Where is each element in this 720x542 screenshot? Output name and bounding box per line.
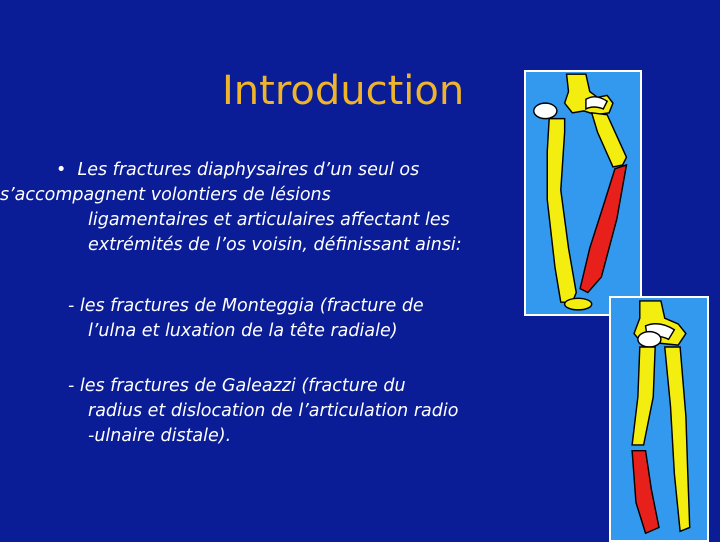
slide-body bbox=[0, 158, 526, 446]
trochlea bbox=[586, 97, 607, 109]
humerus-bone bbox=[565, 74, 613, 115]
carpal-bones bbox=[565, 298, 592, 310]
ulna-bone bbox=[547, 119, 576, 303]
galeazzi-line-2: radius et dislocation de l’articulation radio bbox=[88, 401, 459, 421]
paragraph-monteggia bbox=[68, 294, 538, 344]
monteggia-line-2: l’ulna et luxation de la tête radiale) bbox=[88, 321, 398, 341]
radius-proximal bbox=[592, 113, 627, 167]
galeazzi-line-3: -ulnaire distale). bbox=[88, 426, 232, 446]
monteggia-diagram bbox=[524, 70, 642, 316]
intro-line-1 bbox=[56, 158, 526, 183]
monteggia-line-1: - les fractures de Monteggia (fracture de bbox=[68, 296, 424, 316]
paragraph-galeazzi bbox=[68, 374, 538, 449]
intro-line-3: ligamentaires et articulaires affectant les bbox=[88, 210, 450, 230]
ulna-bone bbox=[665, 347, 690, 531]
intro-line-4: extrémités de l’os voisin, définissant ainsi: bbox=[88, 235, 462, 255]
radius-fracture bbox=[632, 451, 659, 534]
slide-title: Introduction bbox=[222, 68, 465, 114]
intro-line-2: s’accompagnent volontiers de lésions bbox=[0, 185, 331, 205]
paragraph-intro bbox=[0, 158, 526, 258]
radius-proximal bbox=[632, 347, 655, 445]
radial-head bbox=[638, 332, 661, 347]
galeazzi-diagram bbox=[609, 296, 709, 542]
bullet: • bbox=[56, 160, 67, 180]
galeazzi-illustration bbox=[611, 298, 707, 540]
radial-head bbox=[534, 103, 557, 118]
galeazzi-line-1: - les fractures de Galeazzi (fracture du bbox=[68, 376, 406, 396]
monteggia-illustration bbox=[526, 72, 640, 314]
intro-text-1: Les fractures diaphysaires d’un seul os bbox=[77, 160, 420, 180]
radius-fracture bbox=[580, 165, 626, 293]
